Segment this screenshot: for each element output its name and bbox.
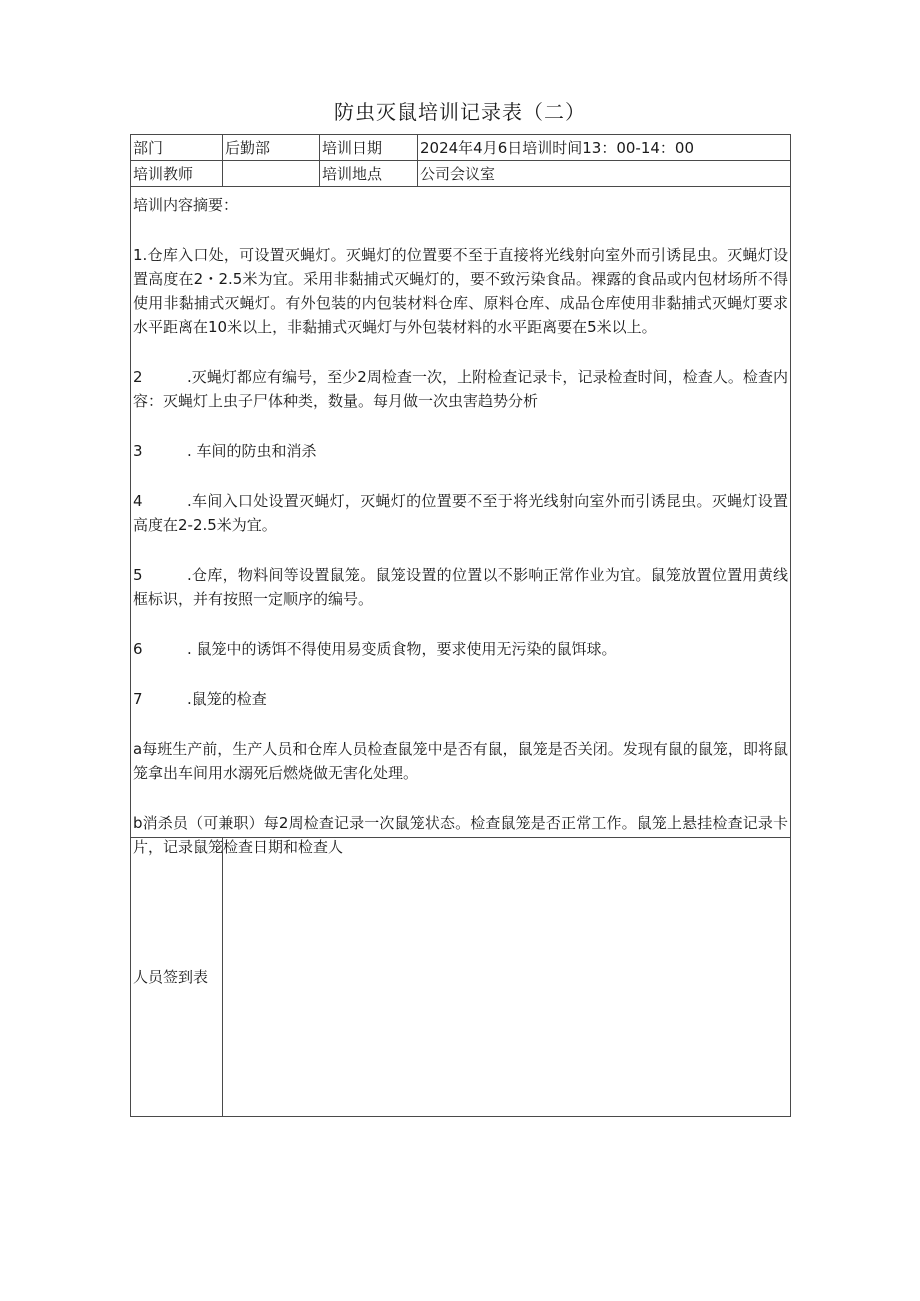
- item-number: 2: [133, 368, 143, 386]
- content-item-4: [133, 489, 788, 537]
- page-title: 防虫灭鼠培训记录表（二）: [334, 100, 586, 124]
- item-number: 6: [133, 640, 143, 658]
- content-item-3: [133, 439, 788, 463]
- item-number: 3: [133, 442, 143, 460]
- content-item-5: [133, 563, 788, 611]
- item-text: a每班生产前，生产人员和仓库人员检查鼠笼中是否有鼠，鼠笼是否关闭。发现有鼠的鼠笼，即将鼠笼拿出车间用水溺死后燃烧做无害化处理。: [133, 740, 788, 782]
- header-row-2: [131, 161, 791, 187]
- signin-area[interactable]: [223, 838, 791, 1117]
- content-item-7: [133, 687, 788, 711]
- item-text: . 车间的防虫和消杀: [187, 442, 317, 460]
- date-label: 培训日期: [320, 135, 418, 161]
- item-text: .车间入口处设置灭蝇灯，灭蝇灯的位置要不至于将光线射向室外而引诱昆虫。灭蝇灯设置高度在2-2.5米为宜。: [133, 492, 788, 534]
- place-value[interactable]: 公司会议室: [418, 161, 791, 187]
- content-item-2: [133, 365, 788, 413]
- item-number: 4: [133, 492, 143, 510]
- item-number: 7: [133, 690, 143, 708]
- content-item-1: [133, 243, 788, 339]
- item-text: .灭蝇灯都应有编号，至少2周检查一次，上附检查记录卡，记录检查时间，检查人。检查内容：灭蝇灯上虫子尸体种类，数量。每月做一次虫害趋势分析: [133, 368, 788, 410]
- date-value[interactable]: 2024年4月6日培训时间13：00-14：00: [418, 135, 791, 161]
- signin-label: 人员签到表: [131, 838, 223, 1117]
- content-summary: [131, 187, 790, 856]
- content-row: [131, 187, 791, 838]
- dept-label: 部门: [131, 135, 223, 161]
- item-text: .仓库，物料间等设置鼠笼。鼠笼设置的位置以不影响正常作业为宜。鼠笼放置位置用黄线框标识，并有按照一定顺序的编号。: [133, 566, 788, 608]
- item-text: .鼠笼的检查: [187, 690, 267, 708]
- content-cell: [131, 187, 791, 856]
- item-text: 1.仓库入口处，可设置灭蝇灯。灭蝇灯的位置要不至于直接将光线射向室外而引诱昆虫。灭蝇灯设置高度在2・2.5米为宜。采用非黏捕式灭蝇灯的，要不致污染食品。裸露的食品或内包材场所不得使用非黏捕式灭蝇灯。有外包装的内包装材料仓库、原料仓库、成品仓库使用非黏捕式灭蝇灯要求水平距离在10米以上，非黏捕式灭蝇灯与外包装材料的水平距离要在5米以上。: [133, 246, 788, 336]
- item-text: b消杀员（可兼职）每2周检查记录一次鼠笼状态。检查鼠笼是否正常工作。鼠笼上悬挂检查记录卡片，记录鼠笼检查日期和检查人: [133, 814, 788, 856]
- header-row-1: [131, 135, 791, 161]
- item-number: 5: [133, 566, 143, 584]
- item-text: . 鼠笼中的诱饵不得使用易变质食物，要求使用无污染的鼠饵球。: [187, 640, 617, 658]
- content-item-a: [133, 737, 788, 785]
- teacher-value[interactable]: [223, 161, 320, 187]
- teacher-label: 培训教师: [131, 161, 223, 187]
- content-heading: 培训内容摘要：: [133, 196, 239, 214]
- training-record-table: [130, 134, 791, 1117]
- dept-value[interactable]: 后勤部: [223, 135, 320, 161]
- content-item-6: [133, 637, 788, 661]
- place-label: 培训地点: [320, 161, 418, 187]
- signin-row: [131, 838, 791, 1117]
